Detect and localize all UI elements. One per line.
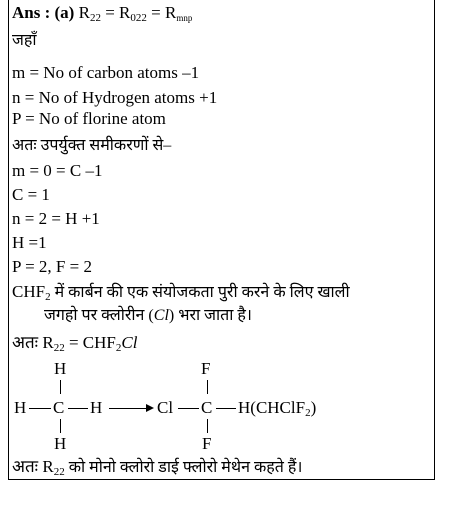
reaction-arrow-shaft	[109, 408, 147, 409]
right-right-group: H(CHClF$_2$)	[238, 398, 317, 419]
right-top-bond	[207, 380, 208, 394]
c-equation: C = 1	[12, 185, 50, 204]
jahan-line: जहाँ	[12, 32, 37, 49]
n-equation: n = 2 = H +1	[12, 209, 100, 228]
chf2-explanation: $CHF_2$ में कार्बन की एक संयोजकता पुरी करने के लिए खाली	[12, 282, 350, 303]
left-left-bond	[29, 408, 51, 409]
reaction-arrow-head	[146, 404, 154, 412]
right-left-cl: Cl	[157, 398, 174, 417]
r22-formula-line: अतः $R_{22} = CHF_2Cl$	[12, 333, 138, 354]
from-equations-line: अतः उपर्युक्त समीकरणों से–	[12, 137, 172, 154]
left-right-bond	[68, 408, 88, 409]
top-edge-mark	[434, 0, 435, 6]
final-statement: अतः $R_{22}$ को मोनो क्लोरो डाई फ्लोरो मेथेन कहते हैं।	[12, 457, 303, 478]
left-bottom-h: H	[54, 434, 67, 453]
right-top-f: F	[201, 359, 211, 378]
h-equation: H =1	[12, 233, 47, 252]
right-bottom-bond	[207, 419, 208, 433]
right-bottom-f: F	[202, 434, 212, 453]
n-definition: n = No of Hydrogen atoms +1	[12, 88, 218, 107]
m-definition: m = No of carbon atoms –1	[12, 63, 200, 82]
chlorine-fill-line: जगहो पर क्लोरीन (Cl) भरा जाता है।	[44, 307, 252, 324]
answer-line: Ans : (a) $R_{22} = R_{022} = R_{mnp}$	[12, 3, 193, 24]
left-top-h: H	[54, 359, 67, 378]
right-center-c: C	[201, 398, 213, 417]
right-right-bond	[216, 408, 236, 409]
left-right-h: H	[90, 398, 103, 417]
left-center-c: C	[53, 398, 65, 417]
p-definition: P = No of florine atom	[12, 109, 166, 128]
left-left-h: H	[14, 398, 27, 417]
left-bottom-bond	[60, 419, 61, 433]
left-top-bond	[60, 380, 61, 394]
p-f-equation: P = 2, F = 2	[12, 257, 92, 276]
right-left-bond	[178, 408, 199, 409]
m-equation: m = 0 = C –1	[12, 161, 103, 180]
